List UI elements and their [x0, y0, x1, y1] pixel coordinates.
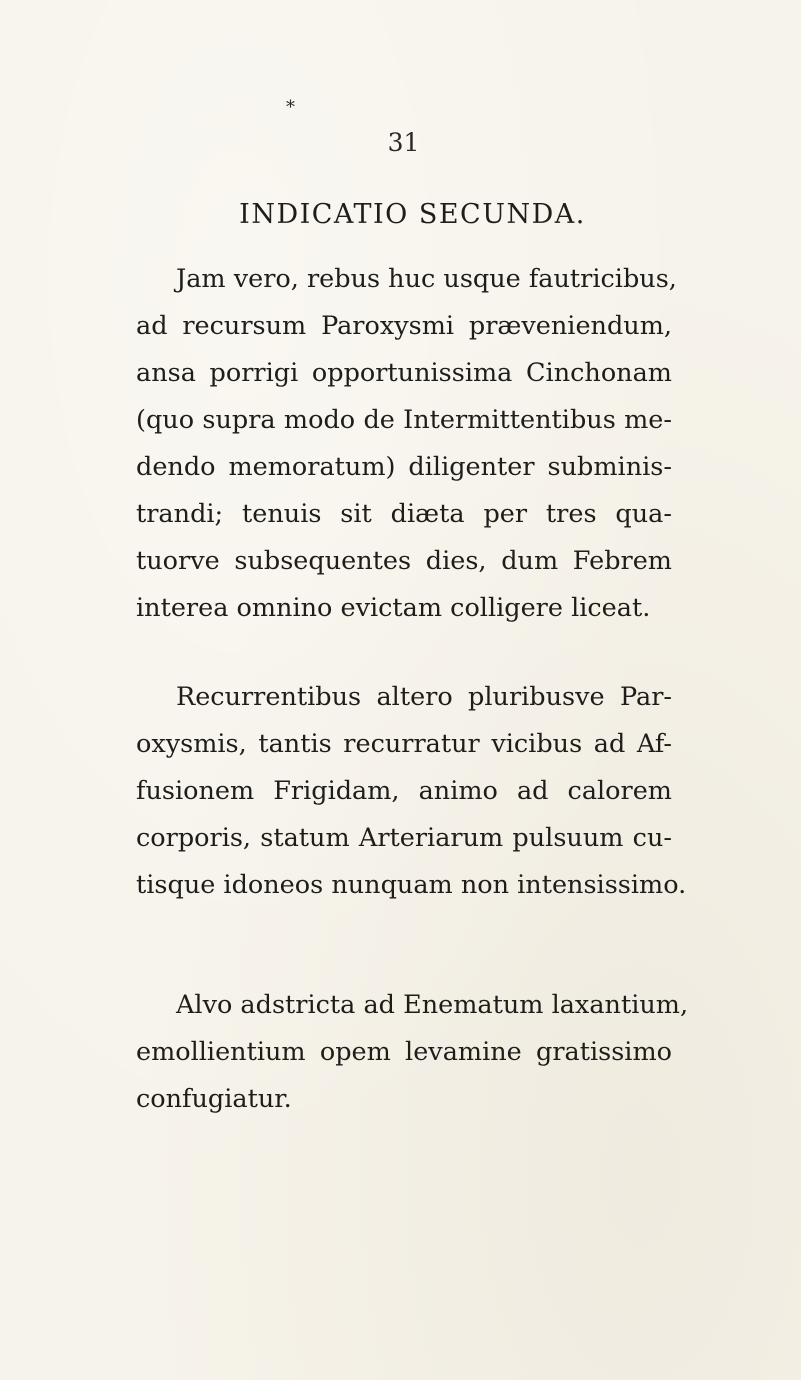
- paragraph-line: dendo memoratum) diligenter subminis-: [136, 452, 672, 482]
- section-heading: INDICATIO SECUNDA.: [239, 199, 586, 230]
- paragraph-line: Alvo adstricta ad Enematum laxantium,: [176, 990, 689, 1020]
- paragraph-1: [136, 256, 677, 632]
- paragraph-line: trandi; tenuis sit diæta per tres qua-: [136, 499, 672, 529]
- paragraph-line: emollientium opem levamine gratissimo: [136, 1037, 672, 1067]
- paragraph-line: ansa porrigi opportunissima Cinchonam: [136, 358, 672, 388]
- paragraph-line: interea omnino evictam colligere liceat.: [136, 593, 651, 623]
- paragraph-line: fusionem Frigidam, animo ad calorem: [136, 776, 672, 806]
- paragraph-line: tuorve subsequentes dies, dum Febrem: [136, 546, 672, 576]
- paragraph-line: confugiatur.: [136, 1084, 292, 1114]
- paragraph-line: oxysmis, tantis recurratur vicibus ad Af-: [136, 729, 672, 759]
- paragraph-line: ad recursum Paroxysmi præveniendum,: [136, 311, 672, 341]
- paragraph-line: tisque idoneos nunquam non intensissimo.: [136, 870, 687, 900]
- paragraph-line: corporis, statum Arteriarum pulsuum cu-: [136, 823, 672, 853]
- page-number: 31: [387, 128, 420, 157]
- paragraph-2: [136, 674, 687, 909]
- stray-printer-mark: *: [286, 97, 295, 118]
- paragraph-line: Recurrentibus altero pluribusve Par-: [176, 682, 672, 712]
- paragraph-3: [136, 982, 689, 1123]
- paragraph-line: (quo supra modo de Intermittentibus me-: [136, 405, 672, 435]
- paragraph-line: Jam vero, rebus huc usque fautricibus,: [176, 264, 677, 294]
